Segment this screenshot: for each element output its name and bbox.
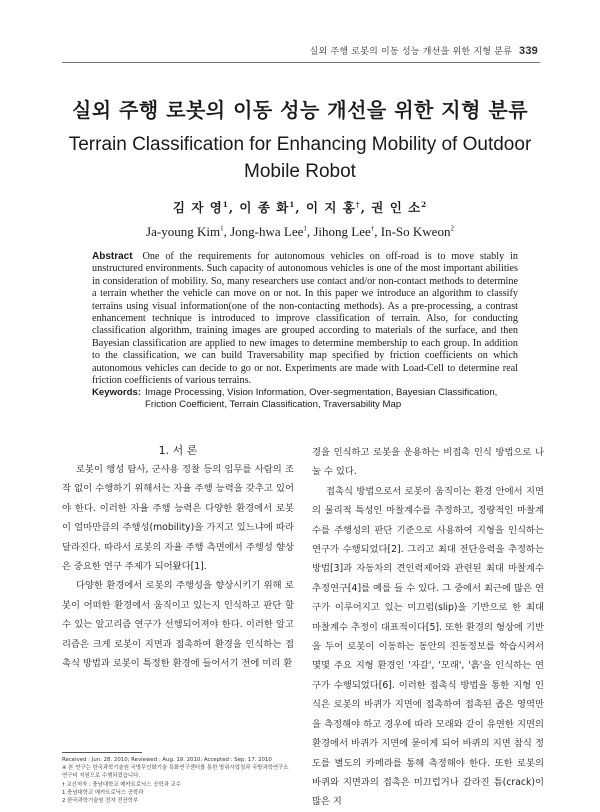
- footnotes: [62, 756, 294, 805]
- section-heading: 1. 서 론: [158, 444, 198, 457]
- authors-korean: 김 자 영$^1$, 이 종 화$^1$, 이 지 홍†, 권 인 소$^2$: [172, 199, 428, 215]
- keywords: [92, 387, 518, 412]
- affiliation-mark: 2: [421, 199, 428, 209]
- affiliation-mark: 1: [303, 224, 307, 233]
- affiliation-mark: 1: [220, 224, 224, 233]
- keywords-text: Image Processing, Vision Information, Over-segmentation, Bayesian Classification, Friction Coefficient, Terrain Classification, Traversability Map: [145, 387, 498, 411]
- paragraph: 접촉식 방법으로서 로봇이 움직이는 환경 안에서 지면의 물리적 특성인 마찰계수를 추정하고, 정량적인 마찰계수를 주행성의 판단 기준으로 사용하여 지형을 인식하는 연구가 수행되었다[2]. 그리고 최대 전단응력을 추정하는 방법[3]과 자동차의 견인력제어와 관련된 최대 마찰계수 추정연구[4]를 예를 들 수 있다. 그 중에서 최근에 많은 연구가 이루어지고 있는 미끄럼(slip)을 기반으로 한 최대 마찰계수 추정이 대표적이다[5]. 또한 환경의 형상에 기반을 두어 로봇이 이동하는 동안의 진동정보를 학습시켜서 몇몇 주요 지형 환경인 '자갈', '모래', '흙'을 인식하는 연구가 수행되었다[6]. 이러한 접촉식 방법을 통한 지형 인식은 로봇의 바퀴가 지면에 접촉하여 접촉된 좁은 영역만을 측정해야 하고 경우에 따라 모래와 같이 유연한 지면의 환경에서 바퀴가 지면에 묻이게 되어 바퀴의 지면 참식 정도를 별도의 카메라를 통해 측정해야 한다. 또한 로봇의 바퀴와 지면과의 접촉은 미끄럽거나 갈라진 틈(crack)이 많은 지: [312, 485, 544, 808]
- footnote: 1 충남대학교 메카트로닉스 공학과: [62, 789, 144, 796]
- affiliation-mark: 2: [450, 224, 454, 233]
- keywords-label: Keywords:: [92, 387, 142, 398]
- left-column: [62, 460, 294, 673]
- title-english: [60, 131, 540, 185]
- author-en: In-So Kweon: [380, 224, 451, 239]
- author-ko: 권 인 소: [371, 200, 422, 215]
- affiliation-mark: †: [370, 224, 375, 233]
- abstract-label: Abstract: [92, 251, 133, 262]
- title-english-line-2: Mobile Robot: [244, 161, 356, 182]
- author-ko: 김 자 영: [172, 200, 223, 215]
- footnote: † 교신저자 : 충남대학교 메카트로닉스 공학과 교수: [62, 781, 181, 788]
- abstract: [92, 251, 518, 387]
- title-english-line-1: Terrain Classification for Enhancing Mobility of Outdoor: [68, 134, 532, 155]
- footnote: ※ 본 연구는 한국과학기술원 국방무인화기술 특화연구센터를 통한 방위사업청과 국방과학연구소 연구비 지원으로 수행되었습니다.: [62, 765, 289, 780]
- footnote: 2 한국과학기술원 전자 전산학부: [62, 798, 139, 805]
- paragraph: 경을 인식하고 로봇을 운용하는 비접촉 인식 방법으로 나눌 수 있다.: [312, 447, 544, 478]
- footnote: Received : Jun. 28. 2010; Reviewed : Aug. 19. 2010; Accepted : Sep. 17. 2010: [62, 757, 272, 763]
- footnote-rule: [62, 752, 142, 753]
- page-number: 339: [519, 45, 538, 57]
- running-title: 실외 주행 로봇의 이동 성능 개선을 위한 지형 분류: [309, 47, 512, 57]
- author-ko: 이 종 화: [239, 200, 290, 215]
- affiliation-mark: 1: [222, 199, 229, 209]
- author-ko: 이 지 홍: [305, 200, 356, 215]
- paragraph: 로봇이 행성 탐사, 군사용 정찰 등의 임무를 사람의 조작 없이 수행하기 위해서는 자율 주행 능력을 갖추고 있어야 한다. 이러한 자율 주행 능력은 다양한 환경에서 로봇이 얼마만큼의 주행성(mobility)을 가지고 있느냐에 따라 달라진다. 따라서 로봇의 자율 주행 측면에서 주행성 향상은 중요한 연구 주제가 되어왔다[1].: [62, 464, 294, 573]
- header-rule: [62, 62, 540, 63]
- right-column: [312, 443, 544, 812]
- title-korean: 실외 주행 로봇의 이동 성능 개선을 위한 지형 분류: [71, 98, 529, 122]
- affiliation-mark: 1: [289, 199, 296, 209]
- author-en: Ja-young Kim: [146, 224, 221, 239]
- author-en: Jihong Lee: [313, 224, 371, 239]
- paragraph: 다양한 환경에서 로봇의 주행성을 향상시키기 위해 로봇이 어떠한 환경에서 움직이고 있는지 인식하고 판단 할 수 있는 알고리즘 연구가 선행되어져야 한다. 이러한 알고리즘은 크게 로봇이 지면과 접촉하여 환경을 인식하는 접촉식 방법과 로봇이 특정한 환경에 들어서기 전에 미리 환: [62, 580, 294, 670]
- running-header: [310, 44, 538, 57]
- abstract-text: One of the requirements for autonomous vehicles on off-road is to move stably in unstructured environments. Such capacity of autonomous vehicles is one of the most important abilities in consideration of mobility. So, many researchers use contact and/or non-contact methods to determine a terrain whether the vehicle can move on or not. In this paper we introduce an algorithm to classify terrains using visual information(one of the non-contacting methods). As a pre-processing, a contrast enhancement technique is introduced to improve classification of terrain. Also, for conducting classification algorithm, training images are grouped according to materials of the surface, and then Bayesian classification are applied to new images to determine membership to each group. In addition to the classification, we can build Traversability map specified by friction coefficients on which autonomous vehicles can decide to go or not. Experiments are made with Load-Cell to determine real friction coefficients of various terrains.: [92, 251, 519, 387]
- author-en: Jong-hwa Lee: [230, 224, 304, 239]
- affiliation-mark: †: [355, 199, 361, 209]
- authors-english: Ja-young Kim$^1$, Jong-hwa Lee$^1$, Jihong Lee†, In-So Kweon$^2$: [146, 224, 454, 239]
